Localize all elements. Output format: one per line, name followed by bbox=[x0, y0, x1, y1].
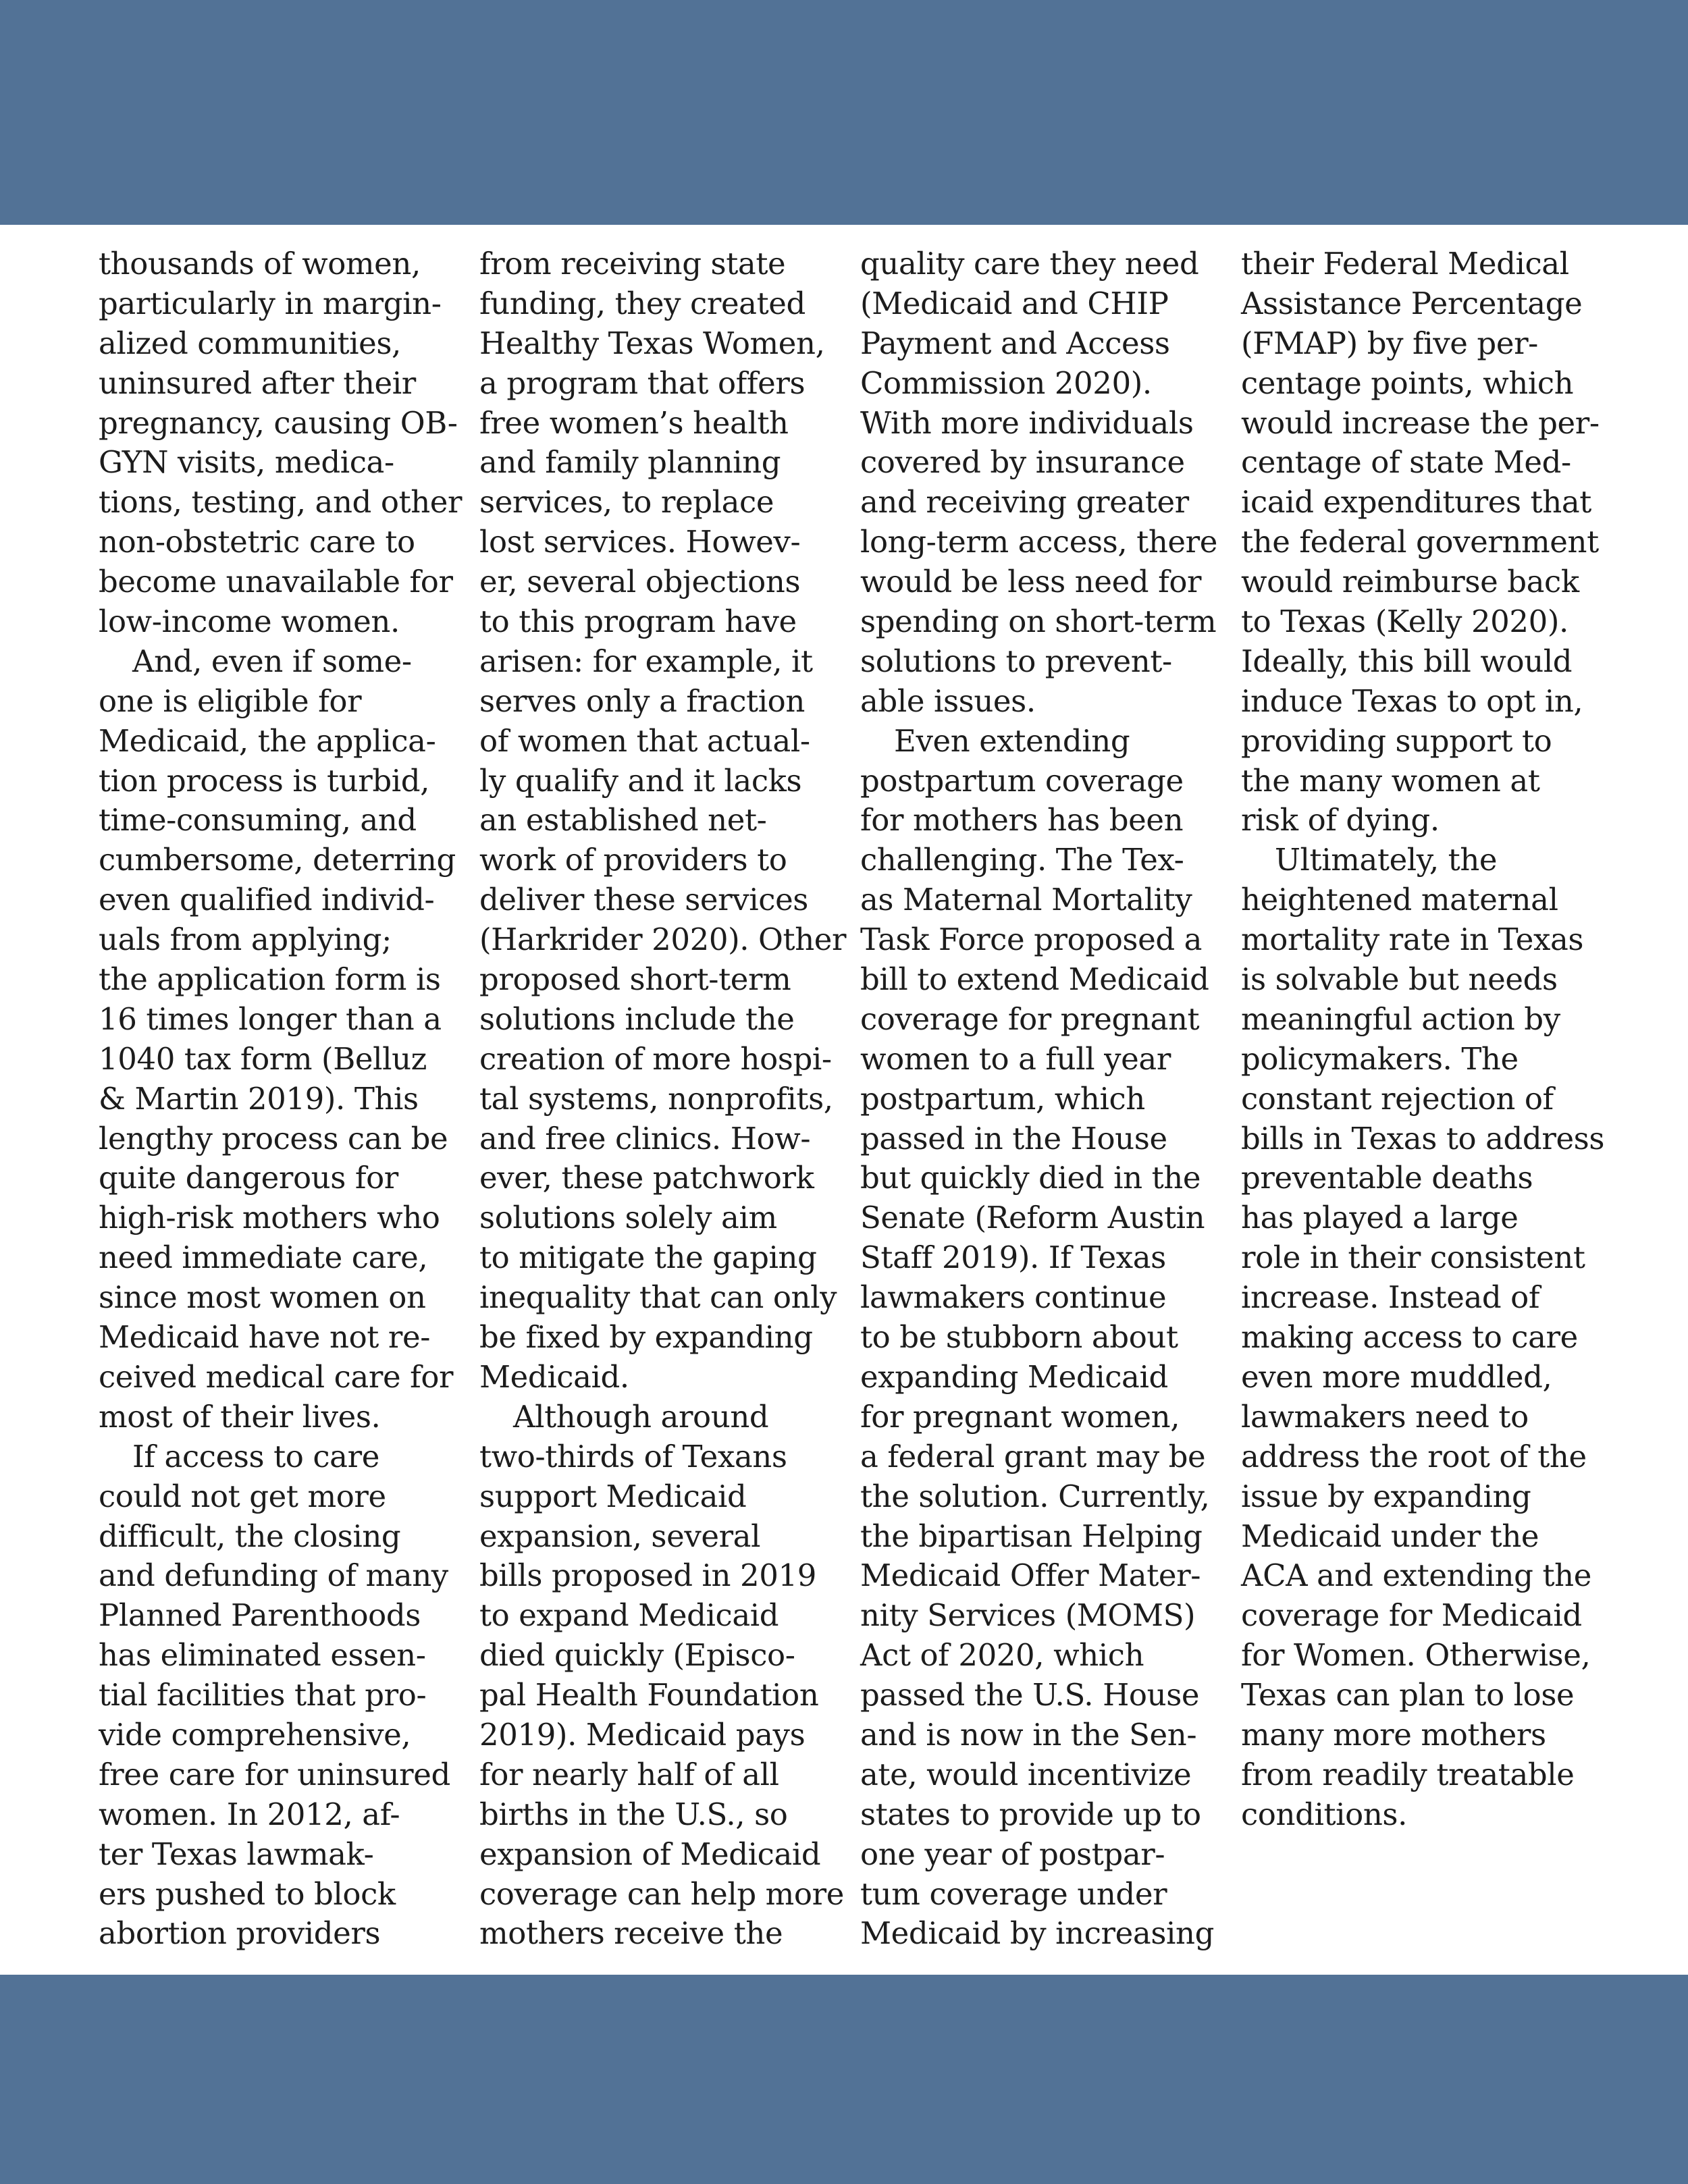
text-line: would increase the per- bbox=[1241, 404, 1600, 441]
text-line: and defunding of many bbox=[99, 1557, 448, 1594]
text-column-4 bbox=[1241, 244, 1605, 1835]
text-line: tum coverage under bbox=[860, 1875, 1167, 1912]
text-line: states to provide up to bbox=[860, 1796, 1201, 1832]
text-line: the federal government bbox=[1241, 524, 1599, 560]
text-line: lost services. Howev- bbox=[479, 524, 801, 560]
text-line: work of providers to bbox=[479, 842, 787, 878]
text-line: spending on short-term bbox=[860, 604, 1217, 640]
text-line: Senate (Reform Austin bbox=[860, 1200, 1205, 1236]
text-line: to mitigate the gaping bbox=[479, 1240, 817, 1276]
text-line: would be less need for bbox=[860, 564, 1202, 600]
text-line: lengthy process can be bbox=[99, 1120, 448, 1156]
text-line: passed in the House bbox=[860, 1120, 1167, 1156]
text-line: coverage for pregnant bbox=[860, 1001, 1200, 1037]
text-line: time-consuming, and bbox=[99, 802, 417, 838]
text-line: lawmakers need to bbox=[1241, 1398, 1529, 1435]
text-line: centage of state Med- bbox=[1241, 444, 1571, 481]
text-line: tions, testing, and other bbox=[99, 484, 463, 521]
text-line: tion process is turbid, bbox=[99, 762, 430, 799]
text-line: GYN visits, medica- bbox=[99, 444, 394, 481]
text-line: an established net- bbox=[479, 802, 767, 838]
text-column-1 bbox=[99, 244, 463, 1954]
text-line: bill to extend Medicaid bbox=[860, 961, 1209, 998]
text-line: conditions. bbox=[1241, 1796, 1408, 1832]
text-line: tial facilities that pro- bbox=[99, 1677, 427, 1713]
text-line: and is now in the Sen- bbox=[860, 1716, 1197, 1753]
text-line: Payment and Access bbox=[860, 325, 1170, 361]
text-line: coverage for Medicaid bbox=[1241, 1597, 1582, 1634]
text-line: one year of postpar- bbox=[860, 1836, 1165, 1872]
text-line: vide comprehensive, bbox=[99, 1716, 411, 1753]
text-line: and receiving greater bbox=[860, 484, 1189, 521]
text-line: centage points, which bbox=[1241, 365, 1574, 401]
text-line: is solvable but needs bbox=[1241, 961, 1558, 998]
text-line: policymakers. The bbox=[1241, 1040, 1519, 1077]
text-line: free care for uninsured bbox=[99, 1756, 450, 1792]
text-line: their Federal Medical bbox=[1241, 246, 1569, 282]
text-line: high-risk mothers who bbox=[99, 1200, 440, 1236]
text-line: for nearly half of all bbox=[479, 1756, 779, 1792]
text-line: solutions solely aim bbox=[479, 1200, 777, 1236]
article-body bbox=[0, 244, 1688, 1959]
text-line: a federal grant may be bbox=[860, 1438, 1206, 1474]
text-line: women. In 2012, af- bbox=[99, 1796, 400, 1832]
text-column-2 bbox=[479, 244, 847, 1954]
text-line: uninsured after their bbox=[99, 365, 416, 401]
text-line: Staff 2019). If Texas bbox=[860, 1240, 1166, 1276]
text-line: increase. Instead of bbox=[1241, 1279, 1540, 1316]
text-line: support Medicaid bbox=[479, 1478, 747, 1514]
text-line: bills proposed in 2019 bbox=[479, 1557, 816, 1594]
text-line: difficult, the closing bbox=[99, 1518, 401, 1554]
text-line: even qualified individ- bbox=[99, 882, 435, 918]
text-line: Medicaid have not re- bbox=[99, 1319, 431, 1356]
text-line: er, several objections bbox=[479, 564, 801, 600]
text-line: and family planning bbox=[479, 444, 781, 481]
text-line: Medicaid Offer Mater- bbox=[860, 1557, 1201, 1594]
footer-band bbox=[0, 1975, 1688, 2184]
text-line: ers pushed to block bbox=[99, 1875, 396, 1912]
text-line: ter Texas lawmak- bbox=[99, 1836, 374, 1872]
text-line: for Women. Otherwise, bbox=[1241, 1637, 1591, 1674]
text-line: ate, would incentivize bbox=[860, 1756, 1192, 1792]
text-line: deliver these services bbox=[479, 882, 808, 918]
text-line: Ideally, this bill would bbox=[1241, 643, 1573, 679]
text-line: thousands of women, bbox=[99, 246, 421, 282]
text-line: the bipartisan Helping bbox=[860, 1518, 1203, 1554]
text-line: Medicaid by increasing bbox=[860, 1915, 1214, 1952]
text-line: risk of dying. bbox=[1241, 802, 1440, 838]
text-line: postpartum, which bbox=[860, 1080, 1145, 1117]
text-line: & Martin 2019). This bbox=[99, 1080, 419, 1117]
text-line: solutions include the bbox=[479, 1001, 795, 1037]
text-line: Act of 2020, which bbox=[860, 1637, 1144, 1674]
text-line: passed the U.S. House bbox=[860, 1677, 1200, 1713]
text-line: 16 times longer than a bbox=[99, 1001, 442, 1037]
text-line: long-term access, there bbox=[860, 524, 1217, 560]
text-line: With more individuals bbox=[860, 404, 1194, 441]
text-column-3 bbox=[860, 244, 1218, 1954]
text-line: from receiving state bbox=[479, 246, 786, 282]
text-line: since most women on bbox=[99, 1279, 426, 1316]
text-line: making access to care bbox=[1241, 1319, 1578, 1356]
text-line: free women’s health bbox=[479, 404, 789, 441]
text-line: Healthy Texas Women, bbox=[479, 325, 825, 361]
text-line: solutions to prevent- bbox=[860, 643, 1172, 679]
text-line: has played a large bbox=[1241, 1200, 1519, 1236]
text-line: induce Texas to opt in, bbox=[1241, 683, 1583, 719]
text-line: Ultimately, the bbox=[1275, 842, 1498, 878]
text-line: icaid expenditures that bbox=[1241, 484, 1591, 521]
text-line: particularly in margin- bbox=[99, 285, 442, 321]
text-line: quality care they need bbox=[860, 246, 1199, 282]
text-line: (FMAP) by five per- bbox=[1241, 325, 1538, 361]
text-line: And, even if some- bbox=[132, 643, 412, 679]
text-line: mortality rate in Texas bbox=[1241, 922, 1584, 958]
text-line: women to a full year bbox=[860, 1040, 1171, 1077]
text-line: most of their lives. bbox=[99, 1398, 381, 1435]
text-line: bills in Texas to address bbox=[1241, 1120, 1605, 1156]
text-line: Texas can plan to lose bbox=[1241, 1677, 1575, 1713]
text-line: ACA and extending the bbox=[1241, 1557, 1591, 1594]
text-line: meaningful action by bbox=[1241, 1001, 1560, 1037]
header-band bbox=[0, 0, 1688, 225]
text-line: ever, these patchwork bbox=[479, 1160, 814, 1196]
text-line: inequality that can only bbox=[479, 1279, 837, 1316]
text-line: expansion, several bbox=[479, 1518, 761, 1554]
text-line: proposed short-term bbox=[479, 961, 791, 998]
text-line: covered by insurance bbox=[860, 444, 1185, 481]
text-line: expanding Medicaid bbox=[860, 1358, 1168, 1395]
text-line: non-obstetric care to bbox=[99, 524, 415, 560]
text-line: Medicaid. bbox=[479, 1358, 629, 1395]
text-line: Commission 2020). bbox=[860, 365, 1152, 401]
text-line: serves only a fraction bbox=[479, 683, 805, 719]
text-line: Even extending bbox=[894, 722, 1130, 759]
text-line: coverage can help more bbox=[479, 1875, 844, 1912]
text-line: challenging. The Tex- bbox=[860, 842, 1184, 878]
text-line: Planned Parenthoods bbox=[99, 1597, 421, 1634]
text-line: two-thirds of Texans bbox=[479, 1438, 787, 1474]
text-line: Medicaid, the applica- bbox=[99, 722, 436, 759]
text-line: address the root of the bbox=[1241, 1438, 1587, 1474]
text-line: pregnancy, causing OB- bbox=[99, 404, 458, 441]
text-line: able issues. bbox=[860, 683, 1036, 719]
text-line: issue by expanding bbox=[1241, 1478, 1531, 1514]
text-line: quite dangerous for bbox=[99, 1160, 398, 1196]
text-line: cumbersome, deterring bbox=[99, 842, 456, 878]
text-line: be fixed by expanding bbox=[479, 1319, 813, 1356]
text-line: many more mothers bbox=[1241, 1716, 1546, 1753]
text-line: expansion of Medicaid bbox=[479, 1836, 821, 1872]
text-line: low-income women. bbox=[99, 604, 400, 640]
text-line: the application form is bbox=[99, 961, 441, 998]
text-line: to expand Medicaid bbox=[479, 1597, 779, 1634]
text-line: constant rejection of bbox=[1241, 1080, 1554, 1117]
text-line: need immediate care, bbox=[99, 1240, 428, 1276]
text-line: role in their consistent bbox=[1241, 1240, 1585, 1276]
text-line: arisen: for example, it bbox=[479, 643, 813, 679]
text-line: services, to replace bbox=[479, 484, 774, 521]
text-line: Task Force proposed a bbox=[860, 922, 1203, 958]
text-line: (Medicaid and CHIP bbox=[860, 285, 1169, 321]
text-line: uals from applying; bbox=[99, 922, 392, 958]
text-line: mothers receive the bbox=[479, 1915, 783, 1952]
text-line: creation of more hospi- bbox=[479, 1040, 832, 1077]
text-line: tal systems, nonprofits, bbox=[479, 1080, 833, 1117]
text-line: pal Health Foundation bbox=[479, 1677, 819, 1713]
text-line: 2019). Medicaid pays bbox=[479, 1716, 806, 1753]
text-line: to be stubborn about bbox=[860, 1319, 1178, 1356]
text-line: births in the U.S., so bbox=[479, 1796, 788, 1832]
text-line: from readily treatable bbox=[1241, 1756, 1575, 1792]
text-line: to Texas (Kelly 2020). bbox=[1241, 604, 1568, 640]
text-line: ly qualify and it lacks bbox=[479, 762, 802, 799]
text-line: would reimburse back bbox=[1241, 564, 1579, 600]
text-line: nity Services (MOMS) bbox=[860, 1597, 1196, 1634]
text-line: become unavailable for bbox=[99, 564, 453, 600]
text-line: 1040 tax form (Belluz bbox=[99, 1040, 427, 1077]
text-line: of women that actual- bbox=[479, 722, 810, 759]
text-line: postpartum coverage bbox=[860, 762, 1184, 799]
text-line: preventable deaths bbox=[1241, 1160, 1533, 1196]
text-line: but quickly died in the bbox=[860, 1160, 1201, 1196]
text-line: even more muddled, bbox=[1241, 1358, 1552, 1395]
text-line: (Harkrider 2020). Other bbox=[479, 922, 847, 958]
text-line: as Maternal Mortality bbox=[860, 882, 1192, 918]
text-line: heightened maternal bbox=[1241, 882, 1558, 918]
text-line: If access to care bbox=[132, 1438, 379, 1474]
text-line: Although around bbox=[513, 1398, 769, 1435]
text-line: providing support to bbox=[1241, 722, 1552, 759]
text-line: alized communities, bbox=[99, 325, 401, 361]
text-line: the solution. Currently, bbox=[860, 1478, 1210, 1514]
text-line: Assistance Percentage bbox=[1241, 285, 1583, 321]
text-line: the many women at bbox=[1241, 762, 1540, 799]
text-line: could not get more bbox=[99, 1478, 386, 1514]
text-line: for mothers has been bbox=[860, 802, 1184, 838]
text-line: funding, they created bbox=[479, 285, 806, 321]
text-line: to this program have bbox=[479, 604, 797, 640]
text-line: lawmakers continue bbox=[860, 1279, 1167, 1316]
text-line: died quickly (Episco- bbox=[479, 1637, 795, 1674]
text-line: for pregnant women, bbox=[860, 1398, 1180, 1435]
text-line: Medicaid under the bbox=[1241, 1518, 1539, 1554]
text-line: abortion providers bbox=[99, 1915, 381, 1952]
text-line: one is eligible for bbox=[99, 683, 362, 719]
text-line: has eliminated essen- bbox=[99, 1637, 426, 1674]
text-line: a program that offers bbox=[479, 365, 806, 401]
text-line: and free clinics. How- bbox=[479, 1120, 811, 1156]
text-line: ceived medical care for bbox=[99, 1358, 454, 1395]
